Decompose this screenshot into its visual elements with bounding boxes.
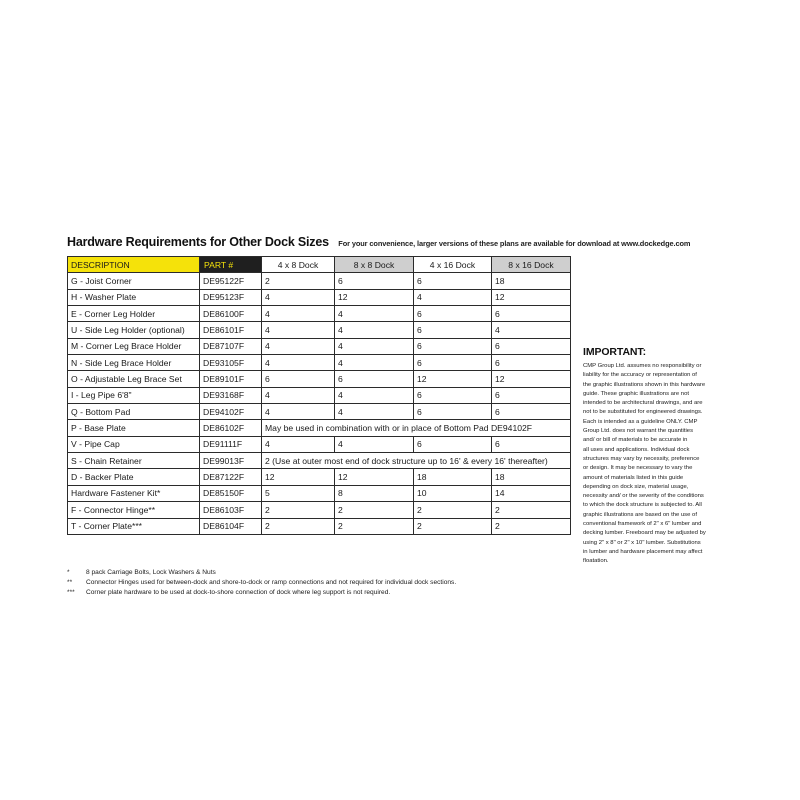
footnote [67, 578, 456, 588]
header-8x16-dock: 8 x 16 Dock [492, 257, 571, 273]
page-title: Hardware Requirements for Other Dock Sizes [67, 235, 329, 249]
cell-8x16-dock: 6 [492, 404, 571, 420]
cell-note: May be used in combination with or in place of Bottom Pad DE94102F [262, 420, 571, 436]
cell-8x8-dock: 4 [335, 404, 414, 420]
cell-part-number: DE91111F [200, 436, 262, 452]
cell-8x16-dock: 6 [492, 306, 571, 322]
important-line: using 2" x 8" or 2" x 10" lumber. Substitutions [583, 539, 701, 546]
cell-part-number: DE85150F [200, 485, 262, 501]
table-row [68, 453, 571, 469]
cell-8x16-dock: 2 [492, 518, 571, 534]
cell-8x8-dock: 4 [335, 306, 414, 322]
important-line: structures may vary by necessity, preference [583, 455, 700, 462]
cell-4x16-dock: 2 [414, 502, 492, 518]
cell-part-number: DE86104F [200, 518, 262, 534]
cell-8x16-dock: 18 [492, 469, 571, 485]
cell-description: I - Leg Pipe 6'8" [68, 387, 200, 403]
cell-8x8-dock: 4 [335, 355, 414, 371]
cell-4x8-dock: 12 [262, 469, 335, 485]
table-row [68, 404, 571, 420]
cell-part-number: DE86101F [200, 322, 262, 338]
important-line: CMP Group Ltd. assumes no responsibility or [583, 363, 702, 369]
cell-4x16-dock: 2 [414, 518, 492, 534]
cell-description: F - Connector Hinge** [68, 502, 200, 518]
cell-4x16-dock: 6 [414, 338, 492, 354]
cell-description: T - Corner Plate*** [68, 518, 200, 534]
table-row [68, 420, 571, 436]
page-subtitle: For your convenience, larger versions of these plans are available for download at www.dockedge.com [338, 239, 691, 248]
cell-part-number: DE86100F [200, 306, 262, 322]
important-line: in lumber and hardware placement may affect [583, 548, 703, 555]
cell-4x8-dock: 4 [262, 289, 335, 305]
important-line: not to be substituted for engineered drawings. [583, 409, 703, 416]
cell-part-number: DE94102F [200, 404, 262, 420]
cell-4x16-dock: 6 [414, 436, 492, 452]
important-line: liability for the accuracy or representation of [583, 372, 697, 379]
cell-note: 2 (Use at outer most end of dock structure up to 16' & every 16' thereafter) [262, 453, 571, 469]
cell-8x16-dock: 12 [492, 371, 571, 387]
cell-description: G - Joist Corner [68, 273, 200, 289]
important-line: depending on dock size, material usage, [583, 483, 689, 490]
cell-8x16-dock: 18 [492, 273, 571, 289]
table-row [68, 371, 571, 387]
cell-4x16-dock: 10 [414, 485, 492, 501]
cell-description: E - Corner Leg Holder [68, 306, 200, 322]
cell-part-number: DE95122F [200, 273, 262, 289]
cell-8x8-dock: 2 [335, 518, 414, 534]
footnote [67, 588, 456, 598]
table-row [68, 355, 571, 371]
cell-4x8-dock: 4 [262, 404, 335, 420]
cell-8x16-dock: 14 [492, 485, 571, 501]
cell-description: Hardware Fastener Kit* [68, 485, 200, 501]
cell-8x16-dock: 6 [492, 436, 571, 452]
table-row [68, 338, 571, 354]
cell-4x8-dock: 5 [262, 485, 335, 501]
important-line: conventional framework of 2" x 6" lumber and [583, 521, 702, 528]
table-header-row [68, 257, 571, 273]
cell-4x8-dock: 4 [262, 338, 335, 354]
header-4x16-dock: 4 x 16 Dock [414, 257, 492, 273]
cell-4x16-dock: 6 [414, 306, 492, 322]
cell-8x8-dock: 8 [335, 485, 414, 501]
hardware-table [67, 256, 571, 535]
table-row [68, 306, 571, 322]
table-row [68, 436, 571, 452]
footnote [67, 568, 456, 578]
header-4x8-dock: 4 x 8 Dock [262, 257, 335, 273]
table-body [68, 273, 571, 535]
important-line: guide. These graphic illustrations are not [583, 390, 689, 397]
cell-8x16-dock: 2 [492, 502, 571, 518]
cell-description: O - Adjustable Leg Brace Set [68, 371, 200, 387]
cell-8x8-dock: 6 [335, 371, 414, 387]
cell-description: N - Side Leg Brace Holder [68, 355, 200, 371]
important-line: floatation. [583, 558, 609, 565]
cell-4x16-dock: 18 [414, 469, 492, 485]
cell-4x16-dock: 6 [414, 355, 492, 371]
cell-8x16-dock: 4 [492, 322, 571, 338]
important-line: and/ or bill of materials to be accurate in [583, 437, 688, 444]
cell-8x8-dock: 4 [335, 338, 414, 354]
cell-8x8-dock: 4 [335, 436, 414, 452]
important-body [583, 362, 743, 567]
cell-part-number: DE87107F [200, 338, 262, 354]
important-line: all uses and applications. Individual dock [583, 446, 690, 453]
cell-8x8-dock: 2 [335, 502, 414, 518]
cell-part-number: DE95123F [200, 289, 262, 305]
cell-4x16-dock: 6 [414, 322, 492, 338]
footnote-mark: * [67, 569, 70, 576]
header-description: DESCRIPTION [68, 257, 200, 273]
cell-4x16-dock: 4 [414, 289, 492, 305]
important-line: the graphic illustrations shown in this hardware [583, 381, 706, 388]
important-notice [583, 346, 743, 567]
cell-part-number: DE93168F [200, 387, 262, 403]
important-line: amount of materials listed in this guide [583, 474, 684, 481]
cell-4x8-dock: 2 [262, 518, 335, 534]
table-row [68, 469, 571, 485]
cell-description: S - Chain Retainer [68, 453, 200, 469]
table-row [68, 387, 571, 403]
cell-4x8-dock: 6 [262, 371, 335, 387]
cell-8x8-dock: 6 [335, 273, 414, 289]
cell-part-number: DE99013F [200, 453, 262, 469]
important-line: decking lumber. Freeboard may be adjusted by [583, 530, 706, 537]
cell-8x16-dock: 6 [492, 387, 571, 403]
footnotes [67, 568, 456, 599]
cell-4x8-dock: 4 [262, 387, 335, 403]
cell-4x8-dock: 2 [262, 273, 335, 289]
cell-4x16-dock: 6 [414, 404, 492, 420]
important-line: Each is intended as a guideline ONLY. CMP [583, 418, 698, 425]
cell-8x16-dock: 12 [492, 289, 571, 305]
cell-4x8-dock: 2 [262, 502, 335, 518]
cell-part-number: DE89101F [200, 371, 262, 387]
important-line: intended to be architectural drawings, and are [583, 400, 703, 407]
cell-8x8-dock: 4 [335, 322, 414, 338]
important-line: graphic illustrations are based on the use of [583, 511, 697, 518]
cell-8x8-dock: 4 [335, 387, 414, 403]
footnote-text: Corner plate hardware to be used at dock-to-shore connection of dock where leg support is not required. [86, 589, 391, 597]
cell-part-number: DE86103F [200, 502, 262, 518]
important-line: or design. It may be necessary to vary the [583, 465, 693, 472]
important-line: to which the dock structure is subjected to. All [583, 502, 702, 509]
cell-description: D - Backer Plate [68, 469, 200, 485]
cell-part-number: DE87122F [200, 469, 262, 485]
important-line: necessity and/ or the severity of the conditions [583, 493, 704, 500]
cell-description: P - Base Plate [68, 420, 200, 436]
table-row [68, 485, 571, 501]
cell-description: U - Side Leg Holder (optional) [68, 322, 200, 338]
heading [67, 233, 747, 251]
cell-8x16-dock: 6 [492, 338, 571, 354]
cell-8x8-dock: 12 [335, 469, 414, 485]
important-line: Group Ltd. does not warrant the quantities [583, 428, 694, 435]
table-row [68, 273, 571, 289]
cell-part-number: DE93105F [200, 355, 262, 371]
table-row [68, 518, 571, 534]
cell-description: M - Corner Leg Brace Holder [68, 338, 200, 354]
header-part-number: PART # [200, 257, 262, 273]
footnote-mark: *** [67, 589, 75, 597]
cell-8x8-dock: 12 [335, 289, 414, 305]
footnote-mark: ** [67, 579, 73, 587]
header-8x8-dock: 8 x 8 Dock [335, 257, 414, 273]
cell-4x8-dock: 4 [262, 355, 335, 371]
important-title: IMPORTANT: [583, 346, 646, 358]
table-row [68, 502, 571, 518]
cell-8x16-dock: 6 [492, 355, 571, 371]
table-row [68, 289, 571, 305]
cell-description: V - Pipe Cap [68, 436, 200, 452]
cell-4x16-dock: 6 [414, 387, 492, 403]
cell-4x8-dock: 4 [262, 306, 335, 322]
cell-4x8-dock: 4 [262, 436, 335, 452]
cell-4x8-dock: 4 [262, 322, 335, 338]
cell-part-number: DE86102F [200, 420, 262, 436]
cell-description: H - Washer Plate [68, 289, 200, 305]
table-row [68, 322, 571, 338]
cell-4x16-dock: 6 [414, 273, 492, 289]
cell-description: Q - Bottom Pad [68, 404, 200, 420]
footnote-text: Connector Hinges used for between-dock and shore-to-dock or ramp connections and not required for individual dock sections. [86, 579, 457, 587]
cell-4x16-dock: 12 [414, 371, 492, 387]
footnote-text: 8 pack Carriage Bolts, Lock Washers & Nuts [86, 569, 216, 576]
